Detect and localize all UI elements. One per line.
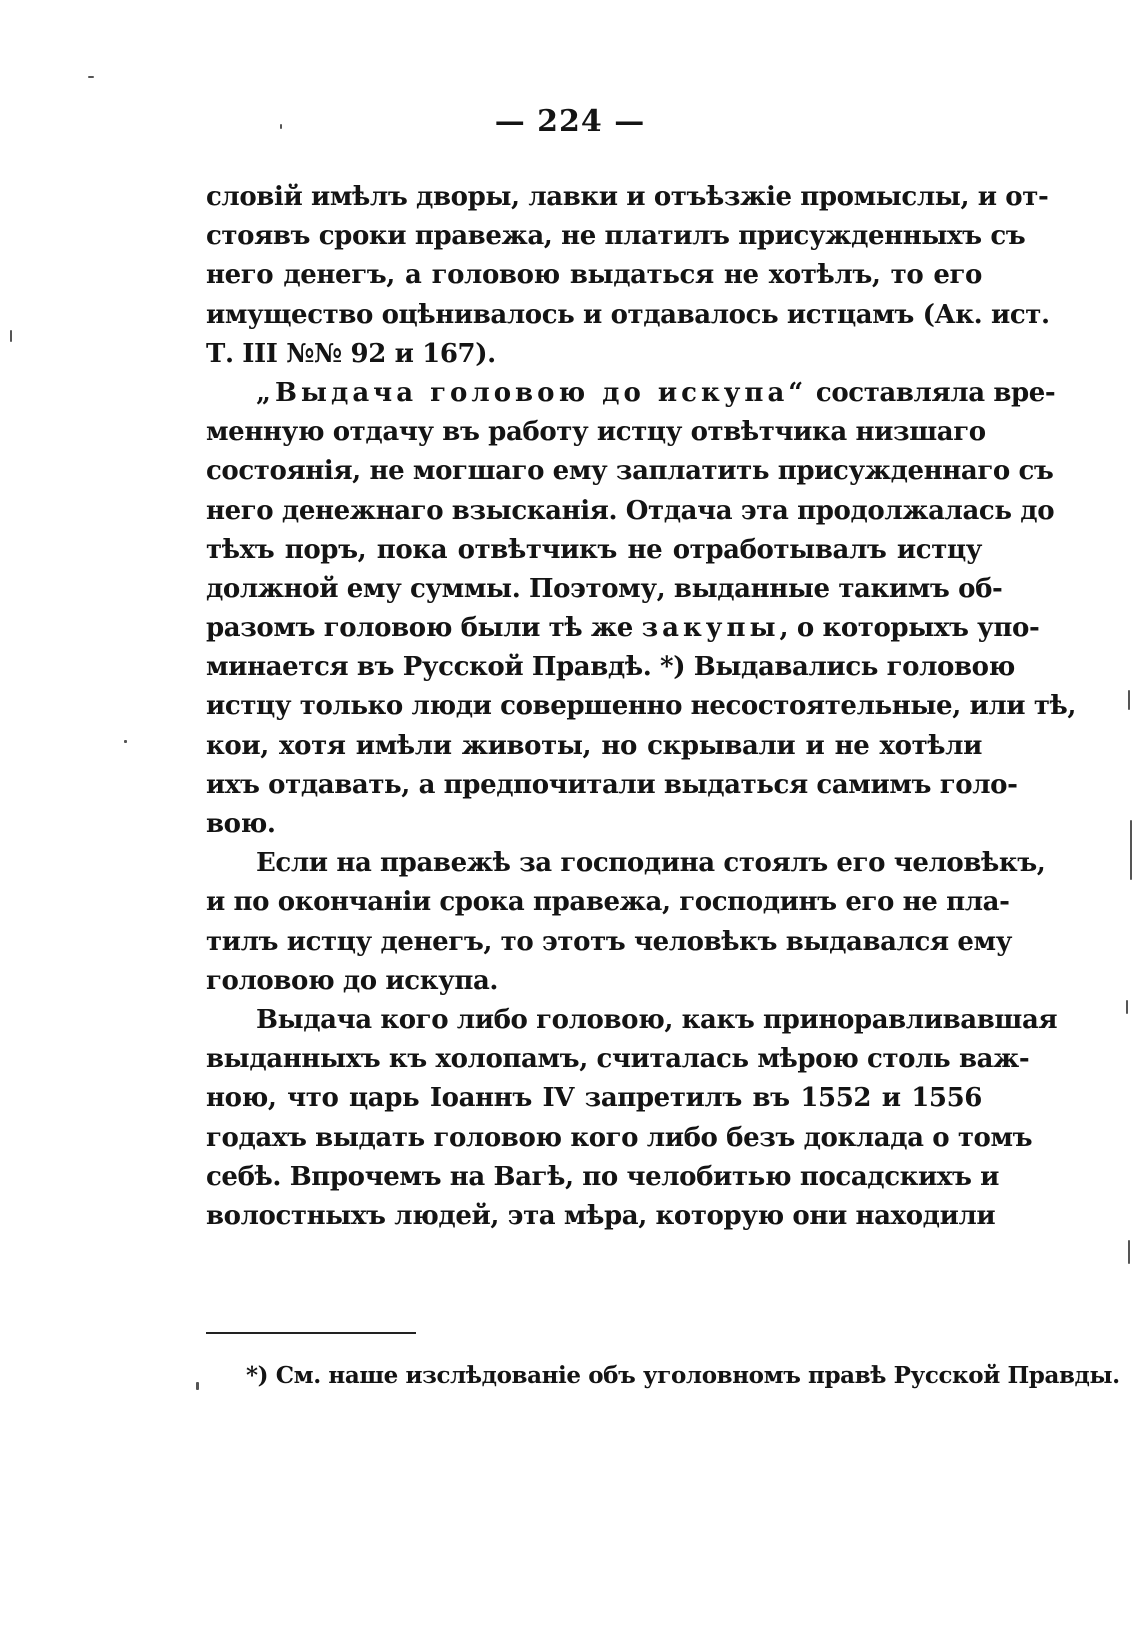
text-line: состоянія, не могшаго ему заплатить присужденнаго съ — [206, 456, 1054, 487]
footnote: *) См. наше изслѣдованіе объ уголовномъ правѣ Русской Правды. — [246, 1362, 1120, 1389]
scan-speck — [280, 124, 282, 129]
text-line: и по окончаніи срока правежа, господинъ его не пла- — [206, 887, 1010, 918]
scan-speck — [88, 76, 94, 78]
page-number: — 224 — — [494, 104, 646, 139]
text-line: менную отдачу въ работу истцу отвѣтчика низшаго — [206, 417, 986, 448]
scan-speck — [1128, 690, 1130, 710]
text-line: тилъ истцу денегъ, то этотъ человѣкъ выдавался ему — [206, 926, 1012, 957]
text-line: словій имѣлъ дворы, лавки и отъѣзжіе промыслы, и от- — [206, 182, 1049, 212]
text-line: минается въ Русской Правдѣ. *) Выдавались головою — [206, 652, 1015, 683]
scan-speck — [1126, 1000, 1128, 1014]
scan-speck — [10, 330, 12, 342]
text-line: ною, что царь Іоаннъ IV запретилъ въ 1552 и 1556 — [206, 1083, 982, 1114]
scan-speck — [124, 740, 127, 743]
text-line: имущество оцѣнивалось и отдавалось истцамъ (Ак. ист. — [206, 299, 1050, 330]
text-line: Т. III №№ 92 и 167). — [206, 338, 496, 369]
text-line: него денегъ, а головою выдаться не хотѣлъ, то его — [206, 260, 982, 291]
text-line: выданныхъ къ холопамъ, считалась мѣрою столь важ- — [206, 1044, 1030, 1075]
text-line: ихъ отдавать, а предпочитали выдаться самимъ голо- — [206, 769, 1018, 800]
footnote-divider — [206, 1332, 416, 1334]
text-line: волостныхъ людей, эта мѣра, которую они находили — [206, 1200, 996, 1231]
text-line — [206, 374, 1056, 413]
scan-speck — [196, 1382, 199, 1390]
text-line: себѣ. Впрочемъ на Вагѣ, по челобитью посадскихъ и — [206, 1161, 1000, 1192]
text-line: головою до искупа. — [206, 965, 499, 996]
scan-speck — [1128, 1240, 1130, 1264]
main-text — [206, 178, 1077, 1236]
text-line: стоявъ сроки правежа, не платилъ присужденныхъ съ — [206, 221, 1026, 252]
text-line — [206, 609, 1040, 648]
text-line: тѣхъ поръ, пока отвѣтчикъ не отработывалъ истцу — [206, 534, 982, 565]
text-fragment: составляла вре- — [815, 377, 1056, 408]
scan-speck — [1130, 820, 1132, 880]
text-line: должной ему суммы. Поэтому, выданные такимъ об- — [206, 573, 1003, 604]
emphasized-term: закупы — [641, 613, 780, 644]
text-line: него денежнаго взысканія. Отдача эта продолжалась до — [206, 495, 1055, 526]
text-line: Если на правежѣ за господина стоялъ его человѣкъ, — [256, 848, 1046, 879]
text-line: вою. — [206, 809, 276, 839]
text-line: годахъ выдать головою кого либо безъ доклада о томъ — [206, 1122, 1033, 1153]
emphasized-term: „Выдача головою до искупа“ — [256, 377, 808, 408]
text-line: кои, хотя имѣли животы, но скрывали и не хотѣли — [206, 730, 982, 761]
text-fragment: разомъ головою были тѣ же — [206, 613, 633, 644]
text-line: истцу только люди совершенно несостоятельные, или тѣ, — [206, 691, 1077, 722]
text-fragment: , о которыхъ упо- — [779, 613, 1040, 644]
text-line: Выдача кого либо головою, какъ приноравливавшая — [256, 1004, 1058, 1035]
